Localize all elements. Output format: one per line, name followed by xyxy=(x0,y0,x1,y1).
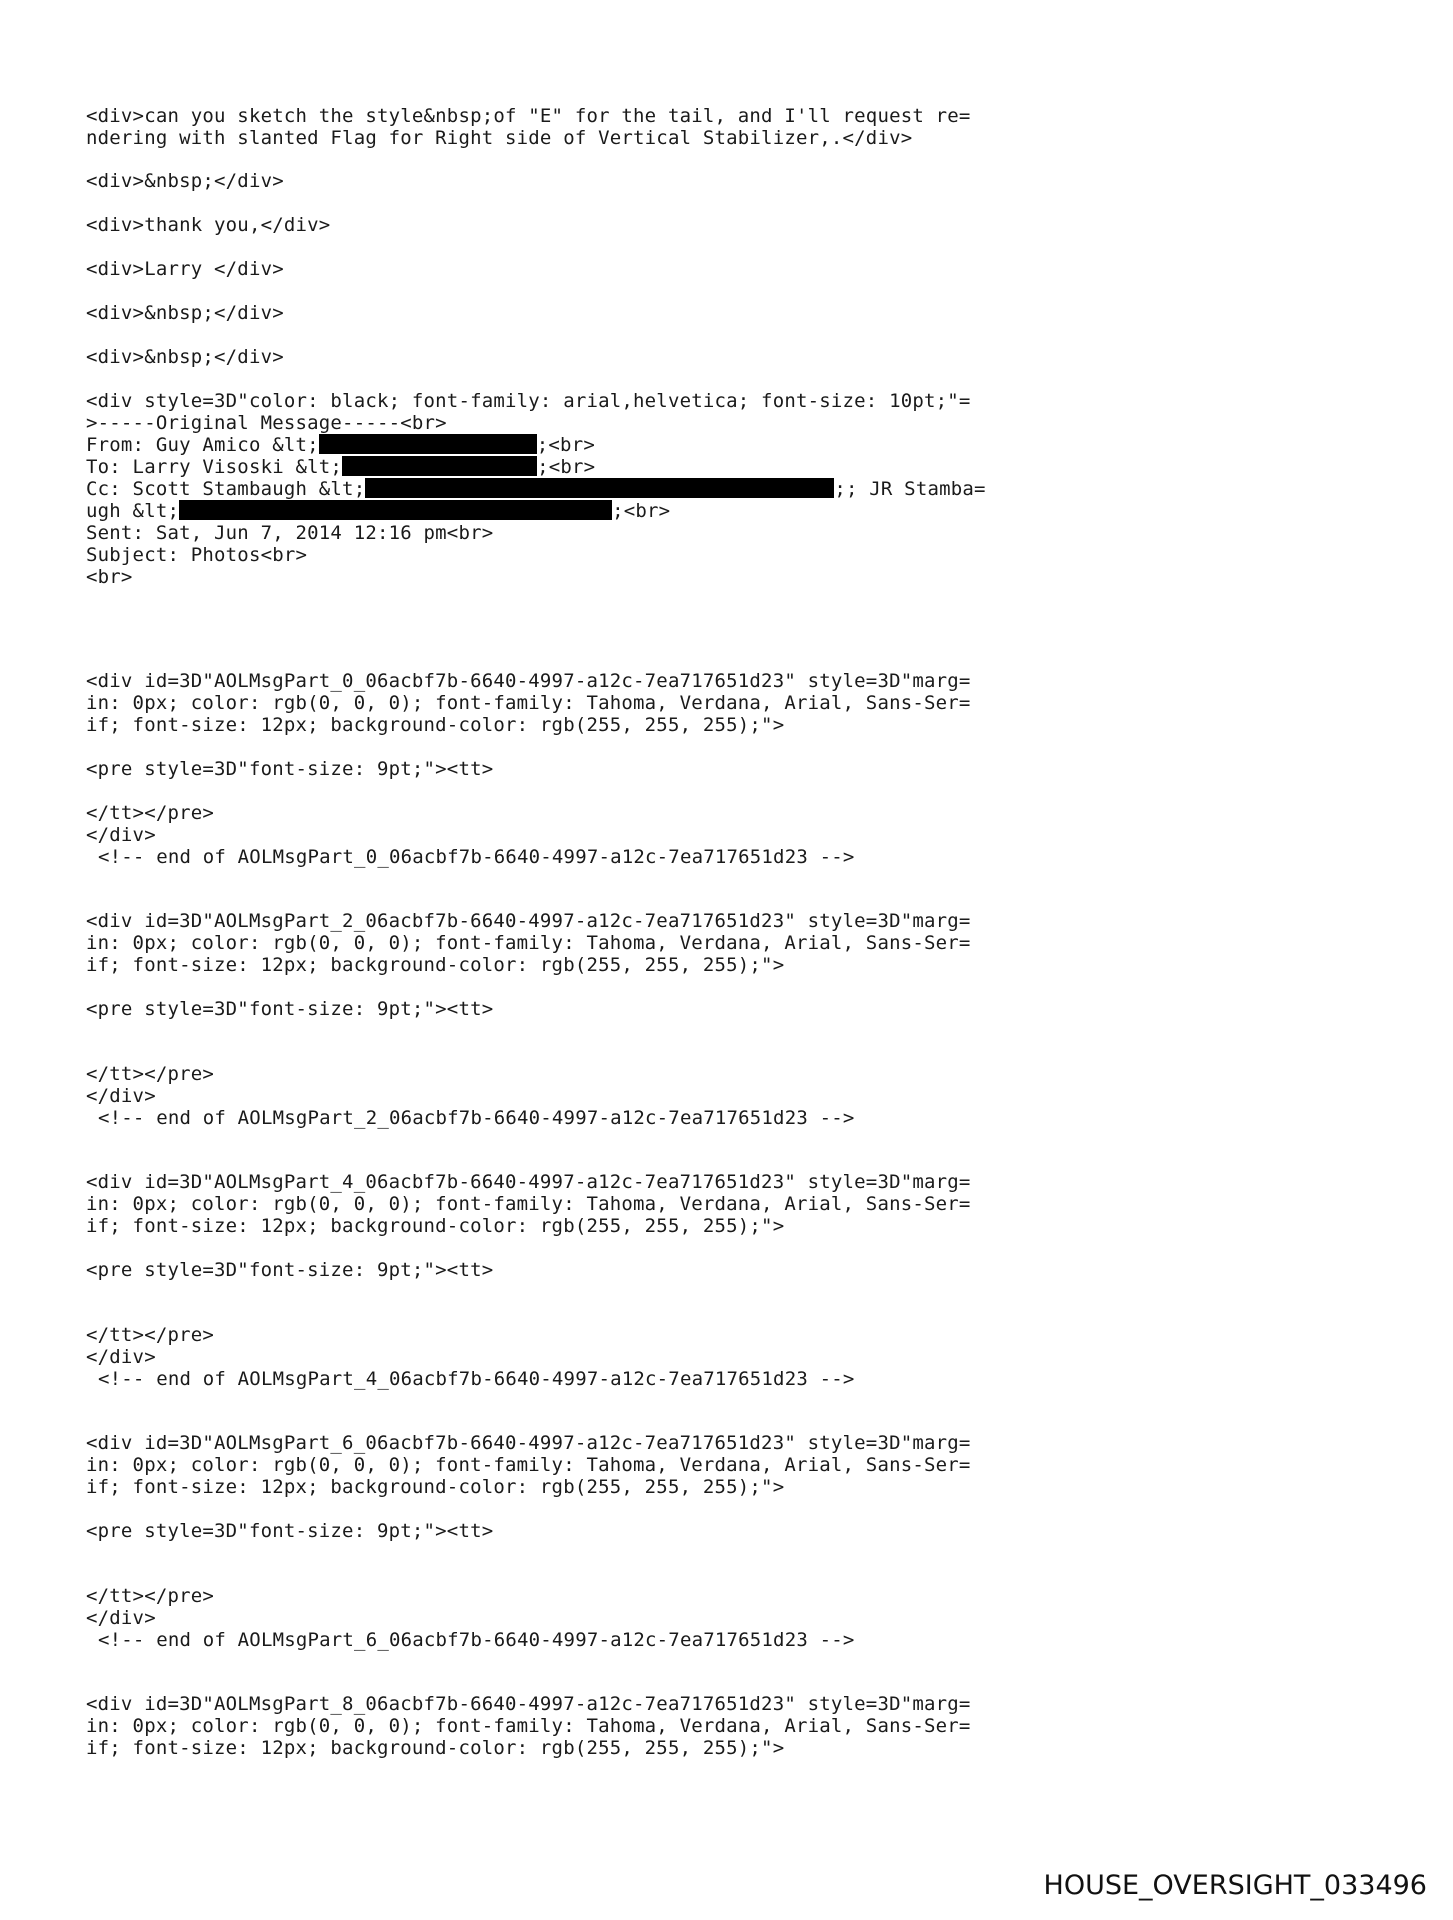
text-line: <!-- end of AOLMsgPart_0_06acbf7b-6640-4997-a12c-7ea717651d23 --> xyxy=(98,846,855,868)
text-line: </tt></pre> xyxy=(86,1324,215,1346)
text-line: <div id=3D"AOLMsgPart_4_06acbf7b-6640-4997-a12c-7ea717651d23" style=3D"marg= xyxy=(86,1171,971,1193)
text-line: if; font-size: 12px; background-color: rgb(255, 255, 255);"> xyxy=(86,1737,785,1759)
text-line: <pre style=3D"font-size: 9pt;"><tt> xyxy=(86,758,494,780)
text-line: <div>can you sketch the style&nbsp;of "E" for the tail, and I'll request re= xyxy=(86,105,971,127)
text-line: <!-- end of AOLMsgPart_2_06acbf7b-6640-4997-a12c-7ea717651d23 --> xyxy=(98,1107,855,1129)
text-line: <div id=3D"AOLMsgPart_0_06acbf7b-6640-4997-a12c-7ea717651d23" style=3D"marg= xyxy=(86,670,971,692)
text-line: Subject: Photos<br> xyxy=(86,544,308,566)
text-line: </tt></pre> xyxy=(86,802,215,824)
text-line: </tt></pre> xyxy=(86,1063,215,1085)
text-line: in: 0px; color: rgb(0, 0, 0); font-family: Tahoma, Verdana, Arial, Sans-Ser= xyxy=(86,1193,971,1215)
text-line: </tt></pre> xyxy=(86,1585,215,1607)
text-line: <div>thank you,</div> xyxy=(86,214,331,236)
text-line: <div>Larry </div> xyxy=(86,258,284,280)
text-line: <div id=3D"AOLMsgPart_2_06acbf7b-6640-4997-a12c-7ea717651d23" style=3D"marg= xyxy=(86,910,971,932)
text-line: </div> xyxy=(86,824,156,846)
text-line: in: 0px; color: rgb(0, 0, 0); font-family: Tahoma, Verdana, Arial, Sans-Ser= xyxy=(86,1454,971,1476)
text-line: if; font-size: 12px; background-color: rgb(255, 255, 255);"> xyxy=(86,714,785,736)
text-line: Sent: Sat, Jun 7, 2014 12:16 pm<br> xyxy=(86,522,494,544)
text-line: <div id=3D"AOLMsgPart_6_06acbf7b-6640-4997-a12c-7ea717651d23" style=3D"marg= xyxy=(86,1432,971,1454)
text-line: ndering with slanted Flag for Right side of Vertical Stabilizer,.</div> xyxy=(86,127,913,149)
text-line: <pre style=3D"font-size: 9pt;"><tt> xyxy=(86,998,494,1020)
text-line: <br> xyxy=(86,566,133,588)
text-line: >-----Original Message-----<br> xyxy=(86,412,447,434)
text-line: </div> xyxy=(86,1607,156,1629)
text-line: <div id=3D"AOLMsgPart_8_06acbf7b-6640-4997-a12c-7ea717651d23" style=3D"marg= xyxy=(86,1693,971,1715)
text-line: <!-- end of AOLMsgPart_6_06acbf7b-6640-4997-a12c-7ea717651d23 --> xyxy=(98,1629,855,1651)
text-line: <div style=3D"color: black; font-family: arial,helvetica; font-size: 10pt;"= xyxy=(86,390,971,412)
text-line: <div>&nbsp;</div> xyxy=(86,170,284,192)
text-line: <div>&nbsp;</div> xyxy=(86,302,284,324)
redaction-bar xyxy=(365,478,834,498)
text-line: if; font-size: 12px; background-color: rgb(255, 255, 255);"> xyxy=(86,1215,785,1237)
cc-line: Cc: Scott Stambaugh &lt; ;; JR Stamba= xyxy=(86,478,986,500)
to-line: To: Larry Visoski &lt; ;<br> xyxy=(86,456,596,478)
text-line: in: 0px; color: rgb(0, 0, 0); font-family: Tahoma, Verdana, Arial, Sans-Ser= xyxy=(86,1715,971,1737)
text-line: <pre style=3D"font-size: 9pt;"><tt> xyxy=(86,1259,494,1281)
text-line: </div> xyxy=(86,1085,156,1107)
from-line: From: Guy Amico &lt; ;<br> xyxy=(86,434,595,456)
text-line: <!-- end of AOLMsgPart_4_06acbf7b-6640-4997-a12c-7ea717651d23 --> xyxy=(98,1368,855,1390)
text-line: <div>&nbsp;</div> xyxy=(86,346,284,368)
redaction-bar xyxy=(342,456,537,476)
bates-number: HOUSE_OVERSIGHT_033496 xyxy=(1043,1870,1427,1901)
text-line: </div> xyxy=(86,1346,156,1368)
redaction-bar xyxy=(319,434,537,454)
text-line: in: 0px; color: rgb(0, 0, 0); font-family: Tahoma, Verdana, Arial, Sans-Ser= xyxy=(86,692,971,714)
redaction-bar xyxy=(179,500,612,520)
text-line: if; font-size: 12px; background-color: rgb(255, 255, 255);"> xyxy=(86,954,785,976)
text-line: if; font-size: 12px; background-color: rgb(255, 255, 255);"> xyxy=(86,1476,785,1498)
text-line: <pre style=3D"font-size: 9pt;"><tt> xyxy=(86,1520,494,1542)
text-line: in: 0px; color: rgb(0, 0, 0); font-family: Tahoma, Verdana, Arial, Sans-Ser= xyxy=(86,932,971,954)
cc-continued-line: ugh &lt; ;<br> xyxy=(86,500,671,522)
